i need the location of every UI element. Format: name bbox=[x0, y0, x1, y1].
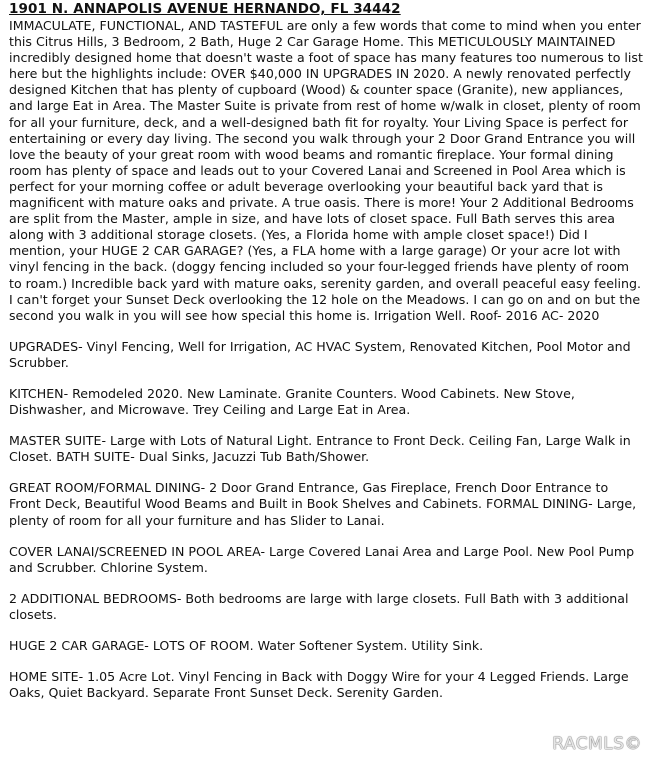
section-bedrooms: 2 ADDITIONAL BEDROOMS- Both bedrooms are large with large closets. Full Bath with 3 additional closets. bbox=[9, 590, 629, 622]
document-title: 1901 N. ANNAPOLIS AVENUE HERNANDO, FL 34442 bbox=[9, 1, 401, 17]
paragraph-gap bbox=[9, 654, 643, 669]
section-home-site: HOME SITE- 1.05 Acre Lot. Vinyl Fencing in Back with Doggy Wire for your 4 Legged Friends. Large Oaks, Quiet Backyard. Separate Front Sunset Deck. Serenity Garden. bbox=[9, 669, 629, 701]
section-lanai-pool: COVER LANAI/SCREENED IN POOL AREA- Large Covered Lanai Area and Large Pool. New Pool Pump and Scrubber. Chlorine System. bbox=[9, 543, 635, 575]
section-master-suite: MASTER SUITE- Large with Lots of Natural Light. Entrance to Front Deck. Ceiling Fan, Large Walk in Closet. BATH SUITE- Dual Sinks, Jacuzzi Tub Bath/Shower. bbox=[9, 433, 631, 465]
paragraph-gap bbox=[9, 576, 643, 591]
section-great-room: GREAT ROOM/FORMAL DINING- 2 Door Grand Entrance, Gas Fireplace, French Door Entrance to Front Deck, Beautiful Wood Beams and Built in Book Shelves and Cabinets. FORMAL DINING- Large, plenty of room for all your furniture and has Slider to Lanai. bbox=[9, 480, 637, 528]
paragraph-gap bbox=[9, 529, 643, 544]
listing-document bbox=[9, 0, 643, 701]
intro-paragraph: IMMACULATE, FUNCTIONAL, AND TASTEFUL are only a few words that come to mind when you enter this Citrus Hills, 3 Bedroom, 2 Bath, Huge 2 Car Garage Home. This METICULOUSLY MAINTAINED incredibly designed home that doesn't waste a foot of space has many features too numerous to list here but the highlights include: OVER $40,000 IN UPGRADES IN 2020. A newly renovated perfectly designed Kitchen that has plenty of cupboard (Wood) & counter space (Granite), new appliances, and large Eat in Area. The Master Suite is private from rest of home w/walk in closet, plenty of room for all your furniture, deck, and a well-designed bath fit for royalty. Your Living Space is perfect for entertaining or every day living. The second you walk through your 2 Door Grand Entrance you will love the beauty of your great room with wood beams and romantic fireplace. Your formal dining room has plenty of space and leads out to your Covered Lanai and Screened in Pool Area which is perfect for your morning coffee or adult beverage overlooking your beautiful back yard that is magnificent with mature oaks and private. A true oasis. There is more! Your 2 Additional Bedrooms are split from the Master, ample in size, and have lots of closet space. Full Bath serves this area along with 3 additional storage closets. (Yes, a Florida home with ample closet space!) Did I mention, your HUGE 2 CAR GARAGE? (Yes, a FLA home with a large garage) Or your acre lot with vinyl fencing in the back. (doggy fencing included so your four-legged friends have plenty of room to roam.) Incredible back yard with mature oaks, serenity garden, and overall peaceful easy feeling. I can't forget your Sunset Deck overlooking the 12 hole on the Meadows. I can go on and on but the second you walk in you will see how special this home is. Irrigation Well. Roof- 2016 AC- 2020 bbox=[9, 18, 643, 323]
section-kitchen: KITCHEN- Remodeled 2020. New Laminate. Granite Counters. Wood Cabinets. New Stove, Dishwasher, and Microwave. Trey Ceiling and Large Eat in Area. bbox=[9, 385, 575, 418]
paragraph-gap bbox=[9, 371, 643, 386]
section-upgrades: UPGRADES- Vinyl Fencing, Well for Irrigation, AC HVAC System, Renovated Kitchen, Pool Motor and Scrubber. bbox=[9, 338, 631, 370]
paragraph-gap bbox=[9, 623, 643, 638]
paragraph-gap bbox=[9, 324, 643, 339]
paragraph-gap bbox=[9, 418, 643, 433]
mls-watermark: RACMLS© bbox=[552, 734, 642, 754]
section-garage: HUGE 2 CAR GARAGE- LOTS OF ROOM. Water Softener System. Utility Sink. bbox=[9, 638, 484, 653]
paragraph-gap bbox=[9, 465, 643, 480]
